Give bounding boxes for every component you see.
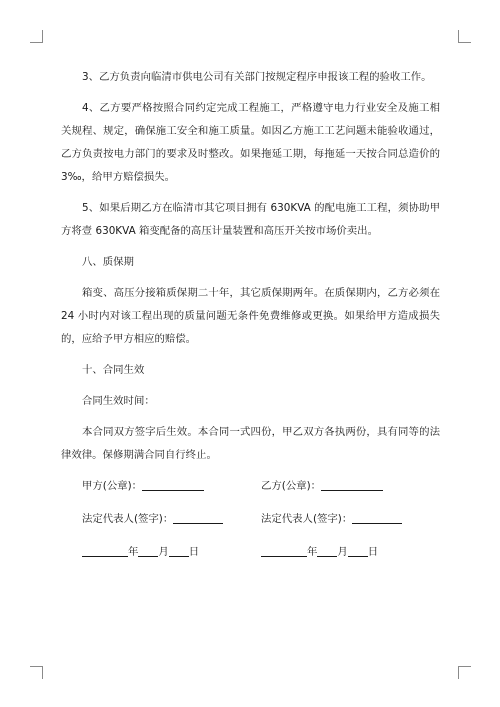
section-warranty-heading: 八、质保期 — [82, 256, 134, 268]
party-a-month-blank[interactable] — [138, 543, 158, 557]
clause-5: 5、如果后期乙方在临清市其它项目拥有 630KVA 的配电施工工程，须协助甲方将壹 630KVA 箱变配备的高压计量装置和高压开关按市场价卖出。 — [61, 202, 440, 237]
party-b-day-label: 日 — [367, 546, 379, 558]
section-effect-heading: 十、合同生效 — [82, 364, 145, 376]
party-a-year-blank[interactable] — [82, 543, 128, 557]
party-b-year-label: 年 — [307, 546, 318, 558]
party-b-month-blank[interactable] — [317, 543, 337, 557]
party-b-rep-blank[interactable] — [352, 510, 402, 524]
party-a-representative — [82, 508, 261, 531]
party-a-seal-blank[interactable] — [142, 477, 204, 491]
crop-mark-bottom-right — [458, 666, 471, 679]
warranty-body: 箱变、高压分接箱质保期二十年，其它质保期两年。在质保期内，乙方必须在 24 小时内对该工程出现的质量问题无条件免费维修或更换。如果给甲方造成损失的，应给予甲方相应的赔偿。 — [61, 287, 440, 345]
party-b-seal-label: 乙方(公章)： — [261, 480, 322, 492]
party-b-representative — [261, 508, 440, 531]
clause-4: 4、乙方要严格按照合同约定完成工程施工，严格遵守电力行业安全及施工相关规程、规定，确保施工安全和施工质量。如因乙方施工工艺问题未能验收通过，乙方负责按电力部门的要求及时整改。如果拖延工期，每拖延一天按合同总造价的 3‰，给甲方赔偿损失。 — [61, 102, 440, 183]
party-a-rep-label: 法定代表人(签字)： — [82, 513, 174, 525]
party-b-year-blank[interactable] — [261, 543, 307, 557]
party-a-year-label: 年 — [128, 546, 139, 558]
party-a-seal-label: 甲方(公章)： — [82, 480, 143, 492]
party-b-month-label: 月 — [337, 546, 348, 558]
representative-row — [61, 508, 440, 531]
party-a-date — [82, 541, 261, 564]
party-b-day-blank[interactable] — [348, 543, 368, 557]
party-b-seal-blank[interactable] — [321, 477, 383, 491]
party-a-day-blank[interactable] — [169, 543, 189, 557]
crop-mark-bottom-left — [30, 666, 43, 679]
clause-3: 3、乙方负责向临清市供电公司有关部门按规定程序申报该工程的验收工作。 — [82, 71, 432, 83]
crop-mark-top-right — [458, 30, 471, 43]
party-b-seal — [261, 475, 440, 498]
party-b-date — [261, 541, 440, 564]
party-a-rep-blank[interactable] — [173, 510, 223, 524]
crop-mark-top-left — [30, 30, 43, 43]
party-b-rep-label: 法定代表人(签字)： — [261, 513, 353, 525]
party-a-month-label: 月 — [158, 546, 169, 558]
party-a-day-label: 日 — [188, 546, 200, 558]
date-row — [61, 541, 440, 564]
effect-time-label: 合同生效时间： — [82, 395, 155, 407]
party-a-seal — [82, 475, 261, 498]
seal-row — [61, 475, 440, 498]
effect-body: 本合同双方签字后生效。本合同一式四份，甲乙双方各执两份，具有同等的法律效律。保修期满合同自行终止。 — [61, 426, 440, 461]
document-page — [61, 66, 440, 574]
